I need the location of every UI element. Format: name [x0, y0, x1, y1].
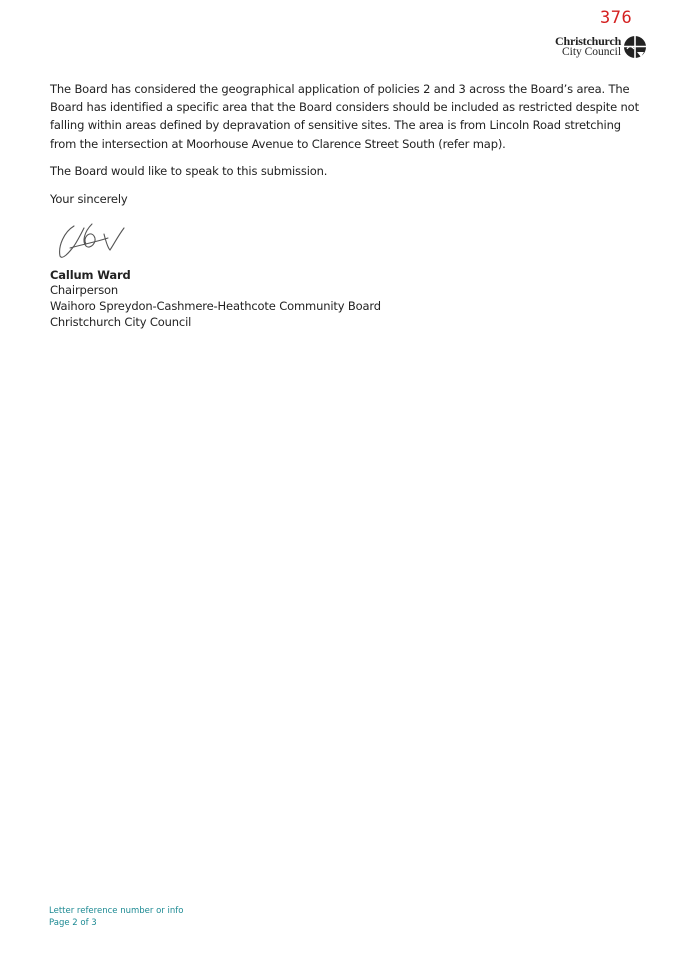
- logo-wordmark: [555, 36, 621, 58]
- signatory-name: Callum Ward: [50, 267, 131, 282]
- signatory-organisation: Christchurch City Council: [50, 314, 192, 329]
- signatory-title: Chairperson: [50, 283, 119, 298]
- page-footer: [49, 906, 183, 929]
- logo-line-2: City Council: [561, 46, 622, 58]
- signatory-board: Waihoro Spreydon-Cashmere-Heathcote Community Board: [50, 298, 381, 313]
- page-number: 376: [600, 8, 633, 28]
- ccc-logo-icon: [623, 35, 647, 59]
- council-logo: [555, 35, 647, 59]
- footer-page-count: Page 2 of 3: [49, 917, 97, 928]
- signatory-block: [50, 268, 650, 330]
- paragraph-1: The Board has considered the geographical application of policies 2 and 3 across the Board’s area. The Board has identified a specific area that the Board considers should be included as restricted despite not falling within areas defined by depravation of sensitive sites. The area is from Lincoln Road stretching from the intersection at Moorhouse Avenue to Clarence Street South (refer map).: [50, 82, 639, 151]
- closing-line: Your sincerely: [50, 192, 128, 207]
- handwritten-signature: [52, 218, 132, 262]
- logo-line-1: Christchurch: [555, 34, 622, 48]
- footer-reference: Letter reference number or info: [49, 906, 184, 916]
- letter-body: [50, 80, 650, 330]
- paragraph-2: The Board would like to speak to this submission.: [50, 164, 328, 179]
